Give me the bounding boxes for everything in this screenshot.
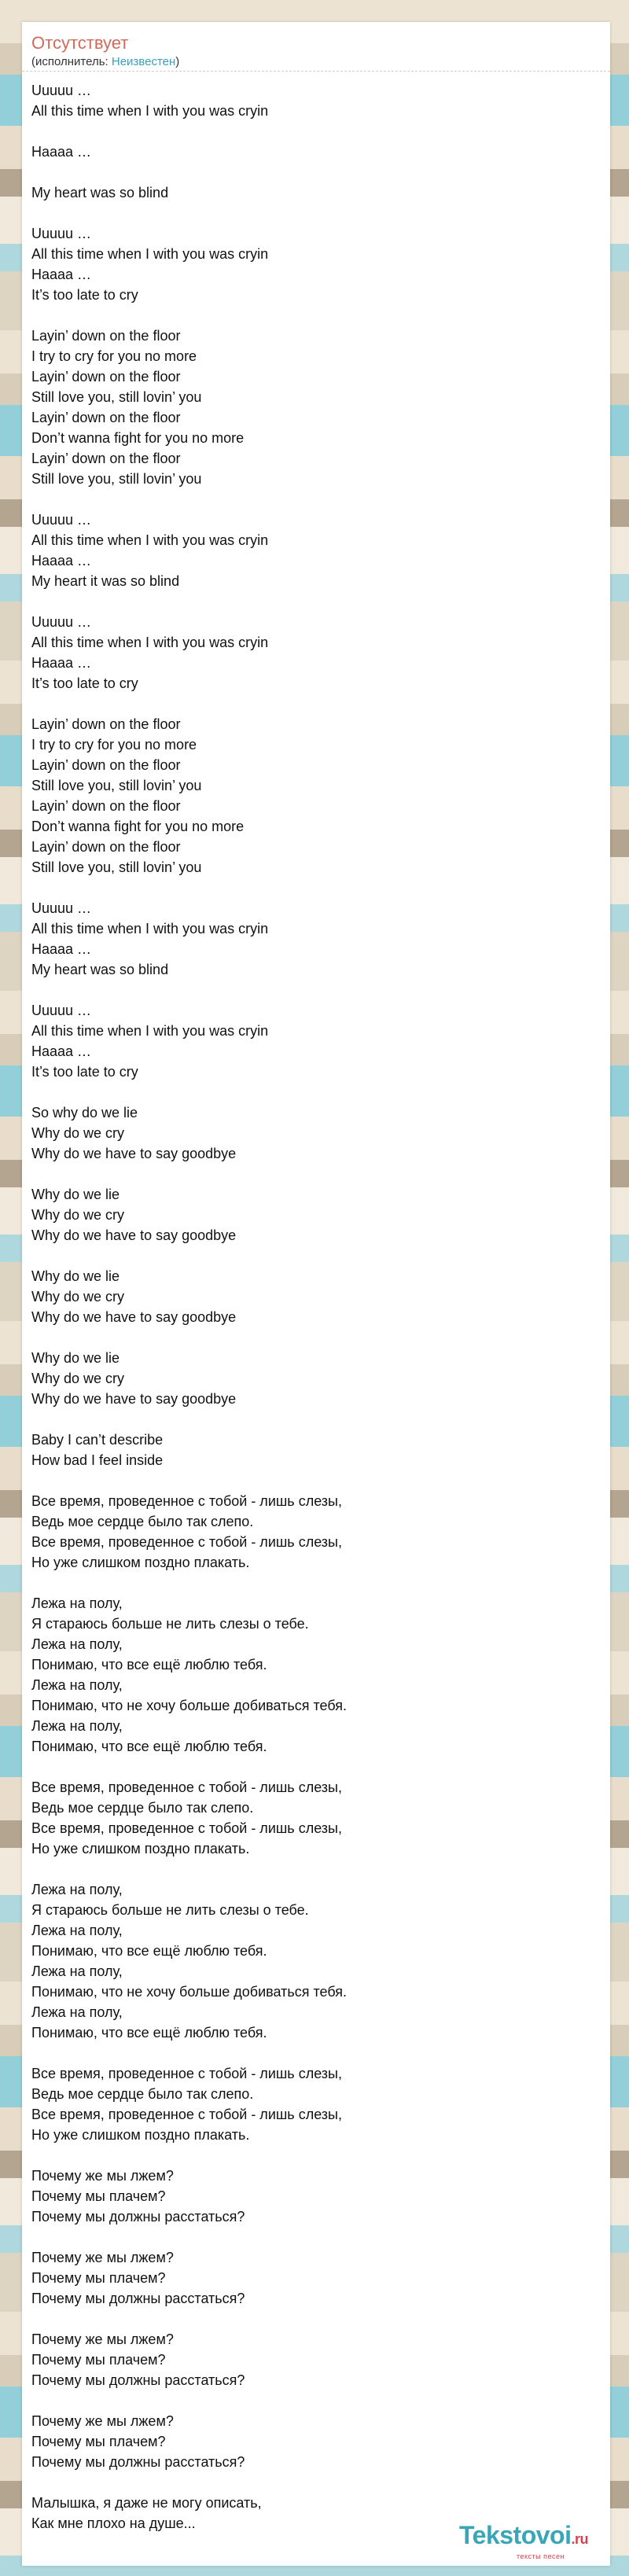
lyrics-text: Uuuuu … All this time when I with you was cryin Haaaa … My heart was so blind Uuuuu … All this time when I with you was cryin Haaaa … It’s too late to cry Layin’ down on the floor I try to cry for you no more Layin’ down on the floor Still love you, still lovin’ you Layin’ down on the floor Don’t wanna fight for you no more Layin’ down on the floor Still love you, still lovin’ you Uuuuu … All this time when I with you was cryin Haaaa … My heart it was so blind Uuuuu … All this time when I with you was cryin Haaaa … It’s too late to cry Layin’ down on the floor I try to cry for you no more Layin’ down on the floor Still love you, still lovin’ you Layin’ down on the floor Don’t wanna fight for you no more Layin’ down on the floor Still love you, still lovin’ you Uuuuu … All this time when I with you was cryin Haaaa … My heart was so blind Uuuuu … All this time when I with you was cryin Haaaa … It’s too late to cry So why do we lie Why do we cry Why do we have to say goodbye Why do we lie Why do we cry Why do we have to say goodbye Why do we lie Why do we cry Why do we have to say goodbye Why do we lie Why do we cry Why do we have to say goodbye Baby I can’t describe How bad I feel inside Все время, проведенное с тобой - лишь слезы, Ведь мое сердце было так слепо. Все время, проведенное с тобой - лишь слезы, Но уже слишком поздно плакать. Лежа на полу, Я стараюсь больше не лить слезы о тебе. Лежа на полу, Понимаю, что все ещё люблю тебя. Лежа на полу, Понимаю, что не хочу больше добиваться тебя. Лежа на полу, Понимаю, что все ещё люблю тебя. Все время, проведенное с тобой - лишь слезы, Ведь мое сердце было так слепо. Все время, проведенное с тобой - лишь слезы, Но уже слишком поздно плакать. Лежа на полу, Я стараюсь больше не лить слезы о тебе. Лежа на полу, Понимаю, что все ещё люблю тебя. Лежа на полу, Понимаю, что не хочу больше добиваться тебя. Лежа на полу, Понимаю, что все ещё люблю тебя. Все время, проведенное с тобой - лишь слезы, Ведь мое сердце было так слепо. Все время, проведенное с тобой - лишь слезы, Но уже слишком поздно плакать. Почему же мы лжем? Почему мы плачем? Почему мы должны расстаться? Почему же мы лжем? Почему мы плачем? Почему мы должны расстаться? Почему же мы лжем? Почему мы плачем? Почему мы должны расстаться? Почему же мы лжем? Почему мы плачем? Почему мы должны расстаться? Малышка, я даже не могу описать, Как мне плохо на душе... bbox=[31, 83, 348, 2531]
song-title: Отсутствует bbox=[31, 33, 129, 53]
logo-name: Tekstovoi bbox=[458, 2521, 572, 2549]
lyrics-card bbox=[22, 22, 610, 2566]
logo-wordmark bbox=[459, 2522, 588, 2552]
artist-link[interactable]: Неизвестен bbox=[111, 55, 176, 68]
title-divider bbox=[22, 71, 610, 72]
artist-suffix: ) bbox=[175, 55, 180, 68]
artist-prefix: (исполнитель: bbox=[31, 55, 112, 68]
logo-tld: .ru bbox=[571, 2531, 588, 2547]
site-logo[interactable] bbox=[423, 2521, 588, 2560]
artist-line bbox=[31, 55, 179, 69]
logo-tagline: тексты песен bbox=[516, 2552, 565, 2560]
